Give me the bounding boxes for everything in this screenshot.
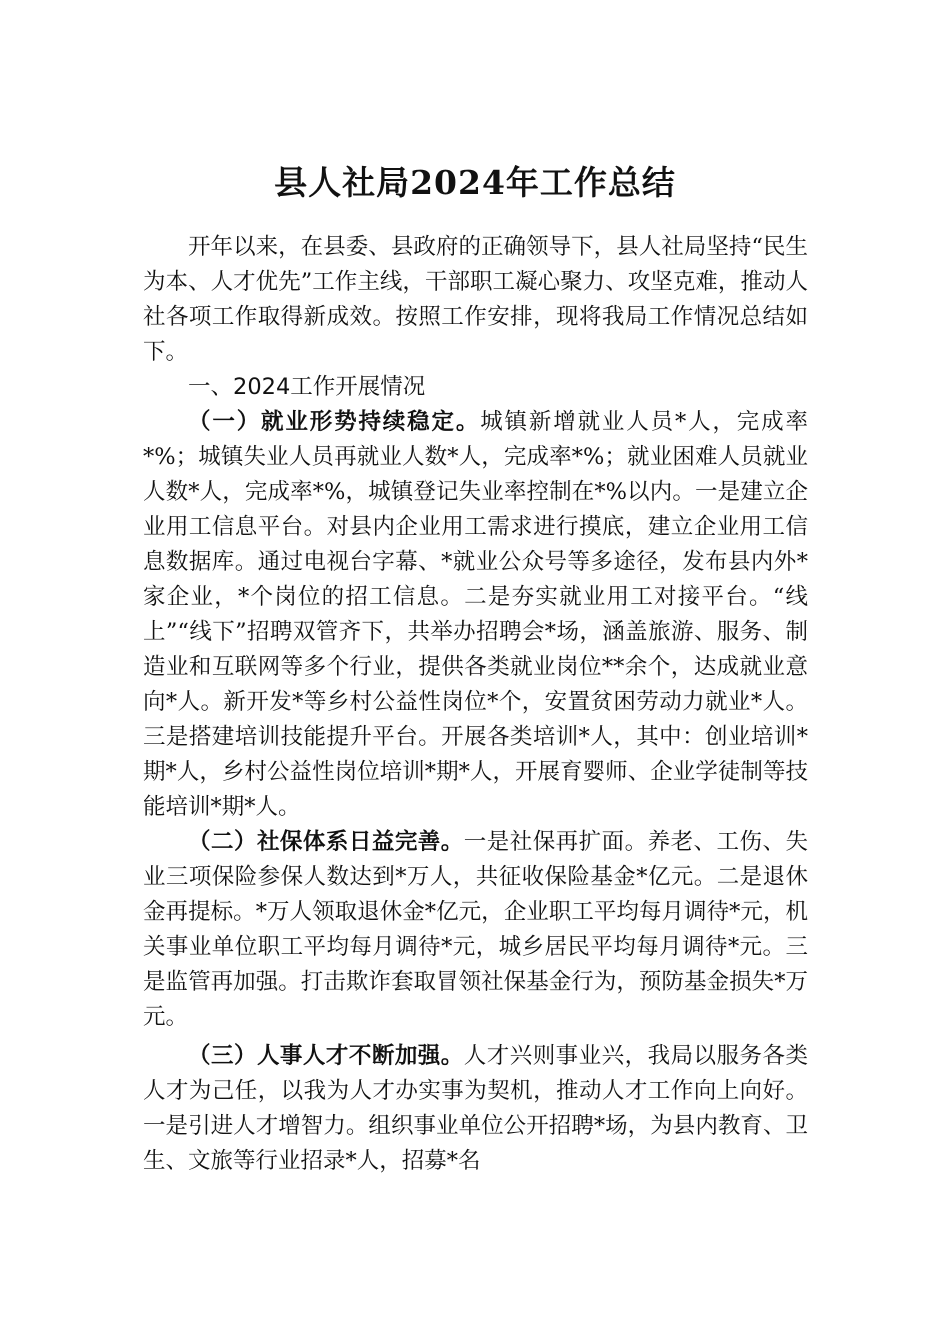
- employment-text: 城镇新增就业人员*人，完成率*%；城镇失业人员再就业人数*人，完成率*%；就业困难人员就业人数*人，完成率*%，城镇登记失业率控制在*%以内。一是建立企业用工信息平台。对县内企业用工需求进行摸底，建立企业用工信息数据库。通过电视台字幕、*就业公众号等多途径，发布县内外*家企业，*个岗位的招工信息。二是夯实就业用工对接平台。“线上”“线下”招聘双管齐下，共举办招聘会*场，涵盖旅游、服务、制造业和互联网等多个行业，提供各类就业岗位**余个，达成就业意向*人。新开发*等乡村公益性岗位*个，安置贫困劳动力就业*人。三是搭建培训技能提升平台。开展各类培训*人，其中：创业培训*期*人，乡村公益性岗位培训*期*人，开展育婴师、企业学徒制等技能培训*期*人。: [143, 409, 808, 820]
- paragraph-talent: [143, 1039, 808, 1179]
- social-security-text: 一是社保再扩面。养老、工伤、失业三项保险参保人数达到*万人，共征收保险基金*亿元。二是退休金再提标。*万人领取退休金*亿元，企业职工平均每月调待*元，机关事业单位职工平均每月调待*元，城乡居民平均每月调待*元。三是监管再加强。打击欺诈套取冒领社保基金行为，预防基金损失*万元。: [143, 829, 808, 1030]
- talent-text: 人才兴则事业兴，我局以服务各类人才为己任，以我为人才办实事为契机，推动人才工作向上向好。一是引进人才增智力。组织事业单位公开招聘*场，为县内教育、卫生、文旅等行业招录*人，招募*名: [143, 1043, 808, 1174]
- document-title: 县人社局2024年工作总结: [274, 163, 676, 202]
- document-body: [143, 230, 808, 1179]
- subheading-talent: （三）人事人才不断加强。: [188, 1043, 464, 1069]
- subheading-employment: （一）就业形势持续稳定。: [188, 409, 481, 435]
- intro-paragraph: 开年以来，在县委、县政府的正确领导下，县人社局坚持“民生为本、人才优先”工作主线，干部职工凝心聚力、攻坚克难，推动人社各项工作取得新成效。按照工作安排，现将我局工作情况总结如下。: [143, 234, 808, 365]
- paragraph-employment: [143, 405, 808, 825]
- section-heading-1: 一、2024工作开展情况: [188, 374, 426, 400]
- subheading-social-security: （二）社保体系日益完善。: [188, 829, 464, 855]
- paragraph-social-security: [143, 825, 808, 1035]
